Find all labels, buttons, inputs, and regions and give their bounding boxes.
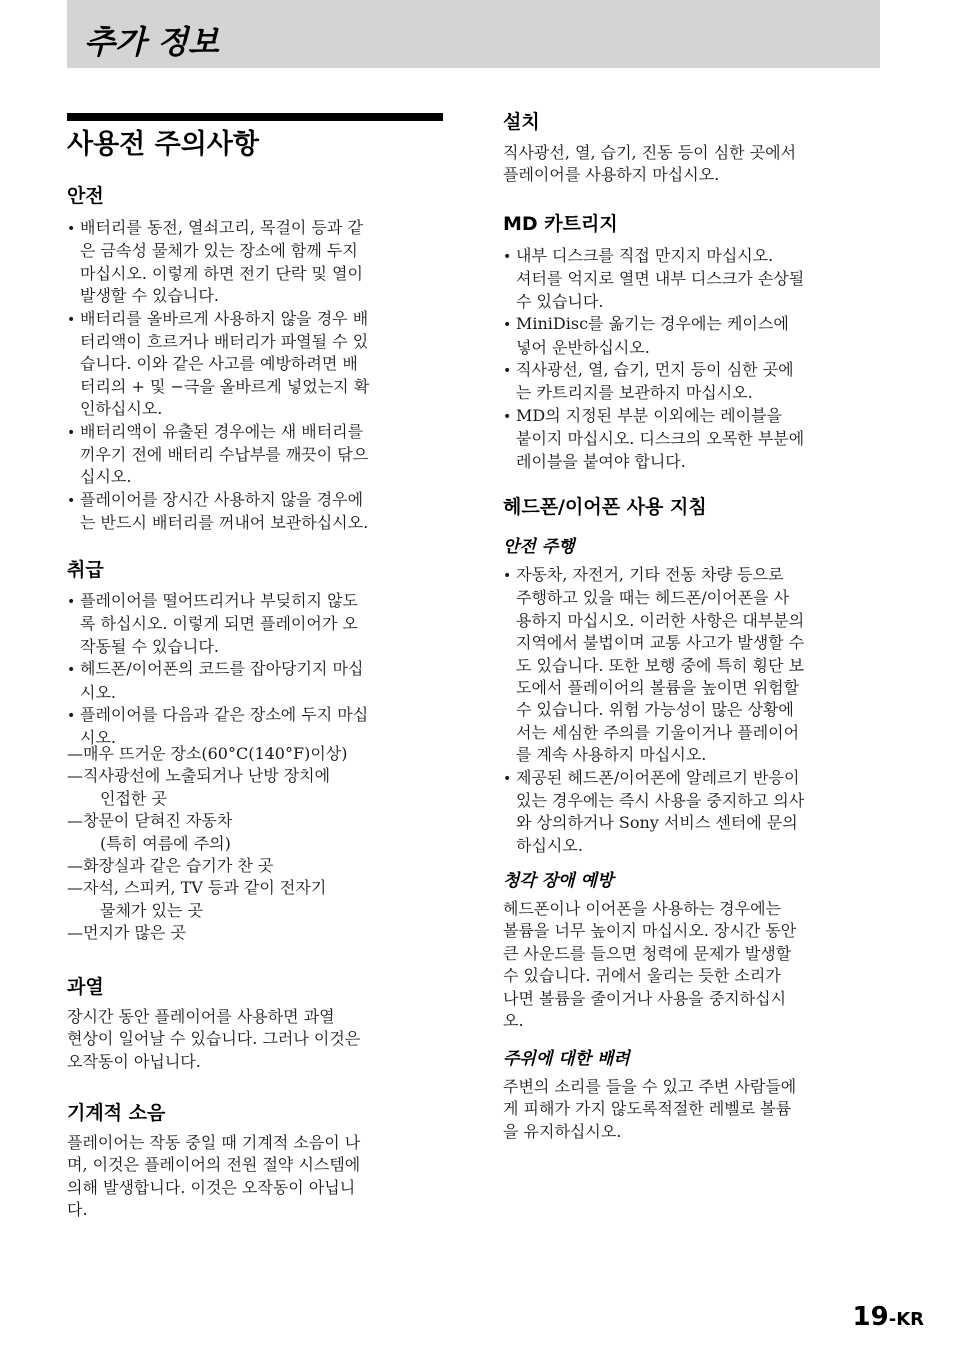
text-line: 오. [503, 1011, 524, 1031]
text-line: 다. [67, 1200, 88, 1220]
list-item-text: —창문이 닫혀진 자동차 [67, 811, 233, 831]
list-item [67, 765, 348, 810]
handling-list [67, 590, 368, 750]
list-item-text: 용하지 마십시오. 이러한 사항은 대부분의 [516, 610, 805, 630]
heading-safety: 안전 [67, 185, 104, 207]
list-item [67, 743, 348, 765]
bullet-icon: • [503, 408, 512, 425]
list-item-text: 플레이어를 다음과 같은 장소에 두지 마십 [80, 705, 369, 725]
list-item-text: —매우 뜨거운 장소(60°C(140°F)이상) [67, 744, 348, 763]
list-item-text: 십시오. [80, 467, 132, 487]
list-item-text: 작동될 수 있습니다. [80, 636, 219, 656]
bullet-icon: • [67, 492, 76, 509]
list-item-text: 배터리액이 유출된 경우에는 새 배터리를 [80, 421, 364, 441]
title-rule [67, 113, 443, 121]
list-item-text: 와 상의하거나 Sony 서비스 센터에 문의 [516, 813, 798, 833]
list-item-text: —먼지가 많은 곳 [67, 923, 186, 943]
list-item-text: 플레이어를 장시간 사용하지 않을 경우에 [80, 489, 364, 509]
text-line: 플레이어를 사용하지 마십시오. [503, 165, 720, 185]
road-safety-list [503, 564, 804, 857]
heat-paragraph [67, 1006, 360, 1073]
bullet-icon: • [67, 424, 76, 441]
list-item-text: 은 금속성 물체가 있는 장소에 함께 두지 [80, 241, 358, 261]
bullet-icon: • [67, 311, 76, 328]
text-line: 나면 볼륨을 줄이거나 사용을 중지하십시 [503, 988, 787, 1008]
list-item-text: 수 있습니다. 위험 가능성이 많은 상황에 [516, 700, 794, 720]
md-list [503, 245, 804, 473]
list-item [67, 855, 348, 877]
list-item [67, 308, 369, 421]
text-line: 며, 이것은 플레이어의 전원 절약 시스템에 [67, 1155, 361, 1175]
page-number-value: 19 [852, 1302, 889, 1332]
list-item-text: 는 반드시 배터리를 꺼내어 보관하십시오. [80, 513, 369, 533]
list-item-text: 플레이어를 떨어뜨리거나 부딪히지 않도 [80, 591, 359, 610]
bullet-icon: • [67, 662, 76, 679]
section-title: 추가 정보 [84, 23, 219, 61]
others-paragraph [503, 1076, 796, 1143]
list-item-text: 인접한 곳 [100, 788, 167, 808]
list-item-text: —화장실과 같은 습기가 찬 곳 [67, 856, 274, 876]
list-item-text: 제공된 헤드폰/이어폰에 알레르기 반응이 [516, 767, 800, 787]
text-line: 현상이 일어날 수 있습니다. 그러나 이것은 [67, 1029, 361, 1049]
list-item-text: 직사광선, 열, 습기, 먼지 등이 심한 곳에 [516, 360, 794, 380]
text-line: 의해 발생합니다. 이것은 오작동이 아닙니 [67, 1177, 356, 1197]
page-number [853, 1302, 924, 1332]
list-item-text: 붙이지 마십시오. 디스크의 오목한 부분에 [516, 429, 805, 449]
list-item [67, 590, 368, 658]
list-item [67, 658, 368, 704]
list-item-text: 배터리를 올바르게 사용하지 않을 경우 배 [80, 308, 369, 328]
list-item [503, 359, 804, 405]
list-item-text: 헤드폰/이어폰의 코드를 잡아당기지 마십 [80, 659, 364, 679]
list-item-text: 셔터를 억지로 열면 내부 디스크가 손상될 [516, 269, 805, 289]
list-item [67, 217, 369, 308]
list-item [67, 421, 369, 489]
list-item-text: 수 있습니다. [516, 291, 604, 311]
hearing-paragraph [503, 898, 796, 1032]
list-item-text: 도에서 플레이어의 볼륨을 높이면 위험할 [516, 678, 800, 698]
heading-md-cartridge: MD 카트리지 [503, 213, 618, 235]
list-item-text: 습니다. 이와 같은 사고를 예방하려면 배 [80, 354, 358, 374]
bullet-icon: • [503, 770, 512, 787]
text-line: 오작동이 아닙니다. [67, 1051, 201, 1071]
list-item-text: 배터리를 동전, 열쇠고리, 목걸이 등과 같 [80, 218, 363, 237]
text-line: 헤드폰이나 이어폰을 사용하는 경우에는 [503, 899, 782, 918]
text-line: 볼륨을 너무 높이지 마십시오. 장시간 동안 [503, 921, 797, 941]
list-item-text: 넣어 운반하십시오. [516, 337, 650, 357]
text-line: 을 유지하십시오. [503, 1121, 622, 1141]
bullet-icon: • [67, 221, 76, 237]
list-item [67, 810, 348, 855]
list-item-text: 끼우기 전에 배터리 수납부를 깨끗이 닦으 [80, 445, 369, 465]
text-line: 수 있습니다. 귀에서 울리는 듯한 소리가 [503, 966, 781, 986]
install-paragraph [503, 142, 796, 187]
subheading-others: 주위에 대한 배려 [503, 1049, 630, 1069]
list-item-text: 서는 세심한 주의를 기울이거나 플레이어 [516, 722, 800, 742]
list-item [67, 922, 348, 944]
list-item-text: (특히 여름에 주의) [100, 833, 231, 853]
list-item-text: 지역에서 불법이며 교통 사고가 발생할 수 [516, 633, 805, 653]
subheading-road-safety: 안전 주행 [503, 537, 575, 557]
list-item-text: 는 카트리지를 보관하지 마십시오. [516, 383, 753, 403]
list-item-text: —직사광선에 노출되거나 난방 장치에 [67, 766, 331, 786]
list-item [503, 767, 804, 858]
noise-paragraph [67, 1132, 360, 1222]
list-item-text: 시오. [80, 728, 116, 748]
list-item-text: 도 있습니다. 또한 보행 중에 특히 횡단 보 [516, 655, 804, 675]
heading-headphones: 헤드폰/이어폰 사용 지침 [503, 496, 707, 518]
list-item-text: MiniDisc를 옮기는 경우에는 케이스에 [516, 314, 789, 334]
list-item-text: 있는 경우에는 즉시 사용을 중지하고 의사 [516, 791, 805, 811]
text-line: 직사광선, 열, 습기, 진동 등이 심한 곳에서 [503, 143, 797, 162]
list-item-text: 내부 디스크를 직접 만지지 마십시오. [516, 246, 774, 265]
list-item [67, 489, 369, 535]
list-item-text: 물체가 있는 곳 [100, 900, 203, 920]
list-item-text: 주행하고 있을 때는 헤드폰/이어폰을 사 [516, 588, 790, 608]
bullet-icon: • [503, 363, 512, 380]
heading-noise: 기계적 소음 [67, 1102, 166, 1124]
page-title: 사용전 주의사항 [67, 129, 259, 160]
safety-list [67, 217, 369, 535]
places-list [67, 743, 348, 945]
list-item-text: —자석, 스피커, TV 등과 같이 전자기 [67, 878, 327, 898]
list-item [503, 405, 804, 473]
list-item [67, 877, 348, 922]
bullet-icon: • [503, 249, 512, 265]
list-item-text: 레이블을 붙여야 합니다. [516, 451, 686, 471]
text-line: 장시간 동안 플레이어를 사용하면 과열 [67, 1007, 335, 1026]
text-line: 게 피해가 가지 않도록적절한 레벨로 볼륨 [503, 1099, 792, 1119]
bullet-icon: • [67, 708, 76, 725]
list-item [503, 245, 804, 313]
bullet-icon: • [503, 568, 512, 584]
list-item-text: 하십시오. [516, 835, 583, 855]
bullet-icon: • [67, 594, 76, 610]
list-item-text: 를 계속 사용하지 마십시오. [516, 745, 707, 765]
heading-heat: 과열 [67, 976, 104, 998]
heading-handling: 취급 [67, 559, 104, 581]
list-item-text: 터리의 + 및 −극을 올바르게 넣었는지 확 [80, 376, 370, 396]
list-item [503, 313, 804, 359]
list-item-text: 시오. [80, 682, 116, 702]
section-header-band [67, 0, 880, 68]
list-item-text: 발생할 수 있습니다. [80, 286, 219, 306]
list-item-text: 마십시오. 이렇게 하면 전기 단락 및 열이 [80, 263, 363, 283]
subheading-hearing: 청각 장애 예방 [503, 871, 614, 891]
list-item-text: 인하십시오. [80, 399, 163, 419]
list-item [503, 564, 804, 767]
list-item-text: 터리액이 흐르거나 배터리가 파열될 수 있 [80, 332, 369, 352]
list-item-text: 자동차, 자전거, 기타 전동 차량 등으로 [516, 565, 784, 584]
text-line: 플레이어는 작동 중일 때 기계적 소음이 나 [67, 1133, 361, 1152]
list-item-text: 록 하십시오. 이렇게 되면 플레이어가 오 [80, 614, 358, 634]
text-line: 큰 사운드를 들으면 청력에 문제가 발생할 [503, 943, 792, 963]
page-number-suffix: -KR [888, 1309, 924, 1330]
text-line: 주변의 소리를 들을 수 있고 주변 사람들에 [503, 1077, 797, 1096]
heading-install: 설치 [503, 111, 540, 133]
list-item-text: MD의 지정된 부분 이외에는 레이블을 [516, 405, 782, 425]
bullet-icon: • [503, 317, 512, 334]
